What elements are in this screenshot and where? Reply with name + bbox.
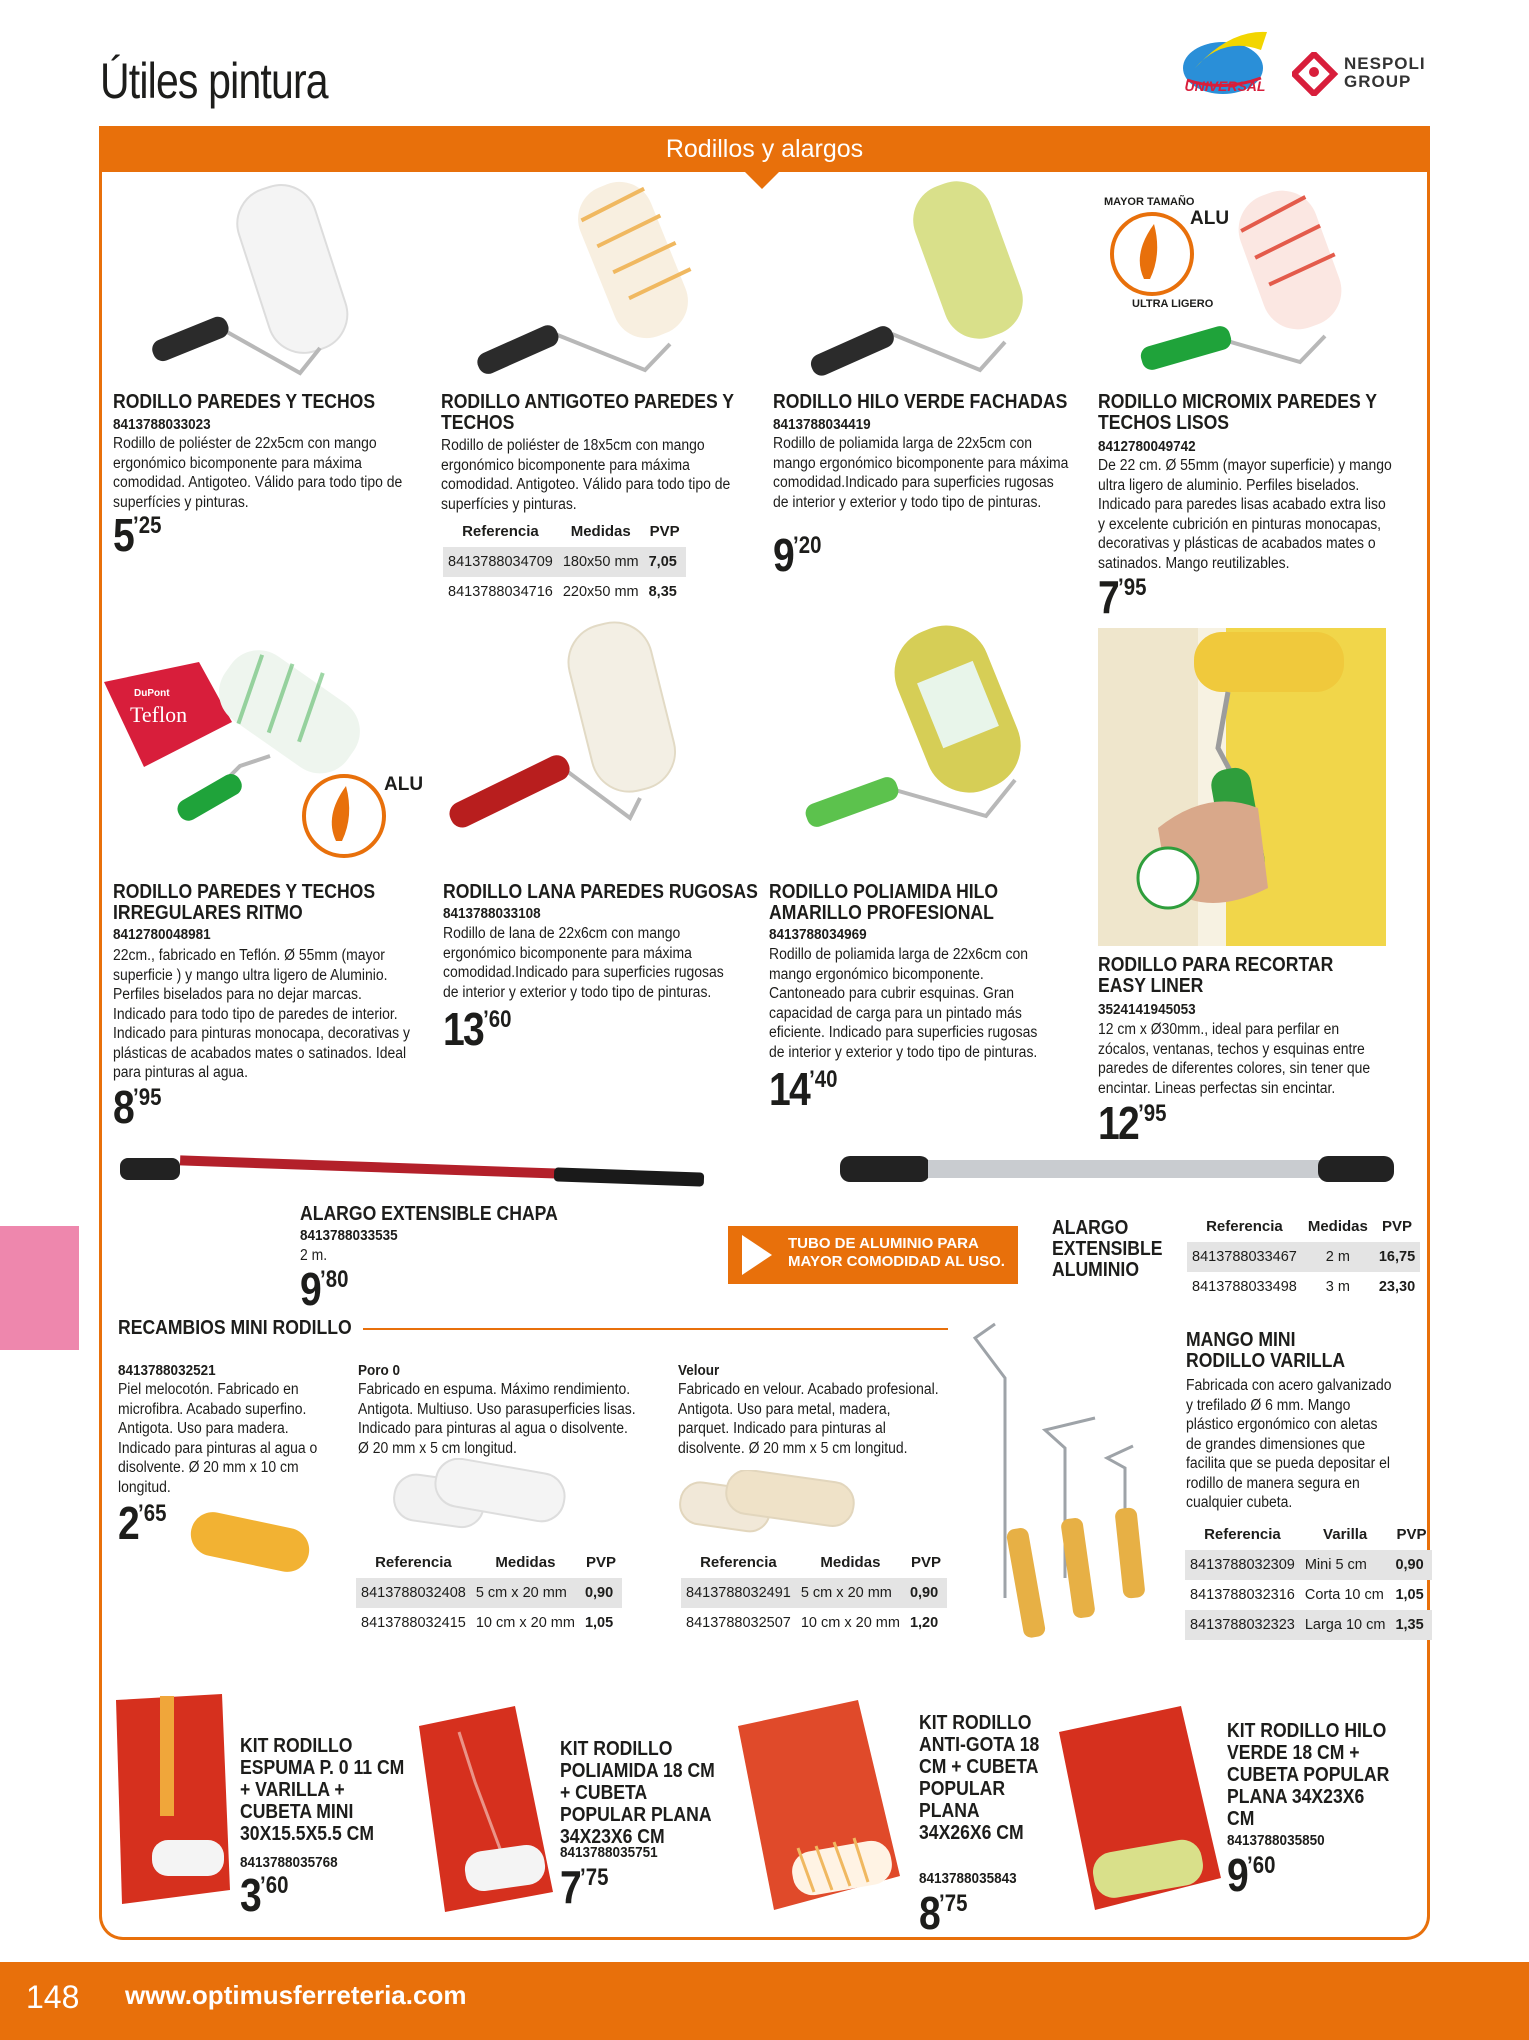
poro-title: Poro 0 bbox=[358, 1362, 401, 1379]
table-row bbox=[443, 547, 686, 577]
product-1-price-int: 5 bbox=[113, 509, 134, 561]
table-cell: 8413788032415 bbox=[361, 1615, 466, 1631]
table-cell: 8413788033498 bbox=[1192, 1279, 1297, 1295]
section-band: Rodillos y alargos bbox=[99, 126, 1430, 172]
product-3-price-dec: ’20 bbox=[793, 532, 822, 559]
table-cell: 1,05 bbox=[584, 1615, 614, 1631]
kit-4-price bbox=[1227, 1849, 1276, 1901]
kit-3-image bbox=[734, 1696, 904, 1912]
product-1-price-dec: ’25 bbox=[133, 512, 162, 539]
table-cell: 5 cm x 20 mm bbox=[471, 1578, 580, 1608]
kit-1-price-dec: ’60 bbox=[260, 1872, 289, 1899]
table-header: Referencia bbox=[375, 1554, 452, 1571]
mini-roller-yellow-image bbox=[186, 1500, 316, 1580]
roller-amarillo-image bbox=[800, 620, 1080, 848]
alargo-chapa-price-dec: ’80 bbox=[320, 1266, 349, 1293]
product-8-price-int: 12 bbox=[1098, 1097, 1139, 1149]
piel-ref: 8413788032521 bbox=[118, 1362, 216, 1379]
table-cell: 8413788032316 bbox=[1190, 1587, 1295, 1603]
velour-title: Velour bbox=[678, 1362, 720, 1379]
product-5-price-int: 8 bbox=[113, 1081, 134, 1133]
product-3-desc: Rodillo de poliamida larga de 22x5cm con mango ergonómico bicomponente para máxima comodidad.Indicado para superficies rugosas de interior y exterior y todo tipo de pinturas. bbox=[773, 435, 1069, 511]
product-7-price-dec: ’40 bbox=[809, 1066, 838, 1093]
mango-table bbox=[1185, 1522, 1432, 1640]
teflon-brand: DuPont bbox=[134, 688, 170, 699]
product-8-ref: 3524141945053 bbox=[1098, 1001, 1196, 1018]
table-cell: 3 m bbox=[1325, 1279, 1350, 1295]
table-cell: Mini 5 cm bbox=[1300, 1550, 1391, 1580]
table-header: PVP bbox=[649, 523, 680, 540]
poro-table bbox=[356, 1550, 622, 1638]
table-cell: 7,05 bbox=[644, 547, 686, 577]
table-cell: 1,35 bbox=[1390, 1610, 1432, 1640]
mango-title: MANGO MINI RODILLO VARILLA bbox=[1186, 1329, 1346, 1372]
play-icon bbox=[742, 1235, 772, 1275]
kit-4-price-dec: ’60 bbox=[1247, 1852, 1276, 1879]
alargo-chapa-price-int: 9 bbox=[300, 1263, 321, 1315]
table-header: Referencia bbox=[1206, 1218, 1283, 1235]
universal-logo bbox=[1175, 28, 1275, 100]
roller-lana-image bbox=[440, 618, 730, 848]
table-header: PVP bbox=[910, 1554, 941, 1571]
kit-2-price-dec: ’75 bbox=[580, 1864, 609, 1891]
velour-table bbox=[681, 1550, 947, 1638]
kit-2-title: KIT RODILLO POLIAMIDA 18 CM + CUBETA POPULAR PLANA 34X23X6 CM bbox=[560, 1738, 715, 1848]
table-cell: 8,35 bbox=[648, 584, 677, 600]
nespoli-logo-line2: GROUP bbox=[1344, 72, 1412, 91]
product-2-title: RODILLO ANTIGOTEO PAREDES Y TECHOS bbox=[441, 391, 734, 434]
roller-green-image bbox=[800, 174, 1070, 388]
product-6-price-int: 13 bbox=[443, 1003, 484, 1055]
alargo-chapa-image bbox=[114, 1140, 774, 1200]
alargo-aluminio-table bbox=[1187, 1214, 1420, 1302]
product-1-desc: Rodillo de poliéster de 22x5cm con mango ergonómico bicomponente para máxima comodidad. Antigoteo. Válido para todo tipo de superfícies y pinturas. bbox=[113, 435, 403, 511]
product-3-price-int: 9 bbox=[773, 529, 794, 581]
piel-price-int: 2 bbox=[118, 1497, 139, 1549]
kit-2-ref: 8413788035751 bbox=[560, 1844, 658, 1861]
table-cell: 180x50 mm bbox=[558, 547, 644, 577]
velour-desc: Fabricado en velour. Acabado profesional. Antigota. Uso para metal, madera, parquet. Indicado para pinturas al disolvente. Ø 20 mm x 5 cm longitud. bbox=[678, 1381, 939, 1457]
product-8-title: RODILLO PARA RECORTAR EASY LINER bbox=[1098, 954, 1334, 997]
table-header: Medidas bbox=[570, 523, 631, 540]
aluminio-callout bbox=[728, 1226, 1018, 1284]
product-5-price bbox=[113, 1081, 162, 1133]
table-row bbox=[681, 1608, 947, 1638]
product-7-title: RODILLO POLIAMIDA HILO AMARILLO PROFESIONAL bbox=[769, 881, 999, 924]
product-8-price bbox=[1098, 1097, 1167, 1149]
product-2-table bbox=[443, 519, 686, 607]
universal-logo-text: UNIVERSAL bbox=[1184, 78, 1266, 94]
nespoli-logo bbox=[1292, 52, 1426, 96]
product-5-price-dec: ’95 bbox=[133, 1084, 162, 1111]
product-2-desc: Rodillo de poliéster de 18x5cm con mango ergonómico bicomponente para máxima comodidad. Antigoteo. Válido para todo tipo de superfícies y pinturas. bbox=[441, 437, 731, 513]
mango-desc: Fabricada con acero galvanizado y trefilado Ø 6 mm. Mango plástico ergonómico con aletas de grandes dimensiones que facilita que se pueda depositar el rodillo de manera segura en cualquier cubeta. bbox=[1186, 1377, 1392, 1511]
product-6-price-dec: ’60 bbox=[483, 1006, 512, 1033]
product-7-desc: Rodillo de poliamida larga de 22x6cm con mango ergonómico bicomponente. Cantoneado para cubrir esquinas. Gran capacidad de carga para un pintado más eficiente. Indicado para superficies rugosas de interior y exterior y todo tipo de pinturas. bbox=[769, 946, 1038, 1061]
table-header: Medidas bbox=[495, 1554, 556, 1571]
footer-link[interactable]: www.optimusferreteria.com bbox=[125, 1980, 467, 2010]
product-7-ref: 8413788034969 bbox=[769, 926, 867, 943]
product-1-ref: 8413788033023 bbox=[113, 416, 211, 433]
alargo-chapa-price bbox=[300, 1263, 349, 1315]
kit-4-price-int: 9 bbox=[1227, 1849, 1248, 1901]
kit-1-price-int: 3 bbox=[240, 1869, 261, 1921]
badge-alu: ALU bbox=[1190, 208, 1230, 229]
alargo-chapa-ref: 8413788033535 bbox=[300, 1227, 398, 1244]
mini-roller-white-image bbox=[390, 1458, 590, 1548]
table-header: Varilla bbox=[1323, 1526, 1368, 1543]
table-header: PVP bbox=[1396, 1526, 1427, 1543]
kit-3-title: KIT RODILLO ANTI-GOTA 18 CM + CUBETA POPULAR PLANA 34X26X6 CM bbox=[919, 1712, 1040, 1844]
table-cell: 2 m bbox=[1302, 1242, 1374, 1272]
kit-4-title: KIT RODILLO HILO VERDE 18 CM + CUBETA POPULAR PLANA 34X23X6 CM bbox=[1227, 1720, 1390, 1830]
kit-3-price bbox=[919, 1887, 968, 1939]
piel-desc: Piel melocotón. Fabricado en microfibra. Acabado superfino. Antigota. Uso para madera. Indicado para pinturas al agua o disolvente. Ø 20 mm x 10 cm longitud. bbox=[118, 1381, 318, 1496]
product-4-price bbox=[1098, 571, 1147, 623]
badge-mayor-tamano: MAYOR TAMAÑO bbox=[1104, 196, 1195, 208]
alargo-aluminio-image bbox=[838, 1148, 1398, 1192]
table-row bbox=[1185, 1550, 1432, 1580]
recambios-rule bbox=[363, 1328, 948, 1330]
product-4-price-dec: ’95 bbox=[1118, 574, 1147, 601]
table-cell: 220x50 mm bbox=[562, 584, 639, 600]
product-7-price bbox=[769, 1063, 838, 1115]
table-cell: Larga 10 cm bbox=[1300, 1610, 1391, 1640]
product-6-price bbox=[443, 1003, 512, 1055]
table-header: Referencia bbox=[1204, 1526, 1281, 1543]
product-4-desc: De 22 cm. Ø 55mm (mayor superficie) y mango ultra ligero de aluminio. Perfiles biselados. Indicado para paredes lisas acabado extra liso y excelente cubrición en pinturas monocapas, decorativas y plásticas de acabados mates o satinados. Mango reutilizables. bbox=[1098, 457, 1392, 572]
product-7-price-int: 14 bbox=[769, 1063, 810, 1115]
roller-micromix-image bbox=[1130, 186, 1390, 386]
callout-text: TUBO DE ALUMINIO PARA MAYOR COMODIDAD AL USO. bbox=[788, 1235, 1005, 1270]
kit-2-image bbox=[415, 1702, 555, 1912]
product-4-title: RODILLO MICROMIX PAREDES Y TECHOS LISOS bbox=[1098, 391, 1377, 434]
section-band-arrow bbox=[744, 171, 780, 189]
product-1-price bbox=[113, 509, 162, 561]
badge-ultra-ligero: ULTRA LIGERO bbox=[1132, 298, 1214, 310]
product-6-ref: 8413788033108 bbox=[443, 905, 541, 922]
table-row bbox=[1185, 1610, 1432, 1640]
product-3-ref: 8413788034419 bbox=[773, 416, 871, 433]
product-3-price bbox=[773, 529, 822, 581]
kit-1-image bbox=[112, 1690, 232, 1910]
product-8-desc: 12 cm x Ø30mm., ideal para perfilar en zócalos, ventanas, techos y esquinas entre paredes de diferentes colores, sin tener que encintar. Lineas perfectas sin encintar. bbox=[1098, 1021, 1371, 1097]
mayor-tamano-badge-2 bbox=[284, 756, 434, 876]
recambios-heading: RECAMBIOS MINI RODILLO bbox=[118, 1317, 352, 1339]
table-cell: 10 cm x 20 mm bbox=[475, 1615, 575, 1631]
table-header: Referencia bbox=[700, 1554, 777, 1571]
table-cell: Corta 10 cm bbox=[1304, 1587, 1384, 1603]
product-3-title: RODILLO HILO VERDE FACHADAS bbox=[773, 391, 1068, 413]
product-4-price-int: 7 bbox=[1098, 571, 1119, 623]
table-cell: 8413788032309 bbox=[1185, 1550, 1300, 1580]
table-cell: 23,30 bbox=[1378, 1279, 1416, 1295]
kit-3-price-dec: ’75 bbox=[939, 1890, 968, 1917]
kit-1-price bbox=[240, 1869, 289, 1921]
alargo-aluminio-title: ALARGO EXTENSIBLE ALUMINIO bbox=[1052, 1217, 1163, 1281]
piel-price-dec: ’65 bbox=[138, 1500, 167, 1527]
product-5-title: RODILLO PAREDES Y TECHOS IRREGULARES RITMO bbox=[113, 881, 376, 924]
table-cell: 0,90 bbox=[905, 1578, 947, 1608]
table-row bbox=[1187, 1242, 1420, 1272]
table-cell: 16,75 bbox=[1374, 1242, 1420, 1272]
badge-alu-2: ALU bbox=[384, 774, 424, 795]
product-1-title: RODILLO PAREDES Y TECHOS bbox=[113, 391, 376, 413]
roller-antigoteo-image bbox=[465, 174, 735, 388]
table-cell: 1,05 bbox=[1395, 1587, 1424, 1603]
product-5-desc: 22cm., fabricado en Teflón. Ø 55mm (mayor superficie ) y mango ultra ligero de Aluminio. Perfiles biselados para no dejar marcas. Indicado para todo tipo de paredes de interior. Indicado para pinturas monocapa, decorativas y plásticas de acabados mates o satinados. Ideal para pinturas al agua. bbox=[113, 947, 411, 1081]
table-cell: 0,90 bbox=[1390, 1550, 1432, 1580]
kit-1-ref: 8413788035768 bbox=[240, 1854, 338, 1871]
poro-desc: Fabricado en espuma. Máximo rendimiento. Antigota. Multiuso. Uso parasuperficies lisas. Indicado para pinturas al agua o disolvente. Ø 20 mm x 5 cm longitud. bbox=[358, 1381, 636, 1457]
table-cell: 5 cm x 20 mm bbox=[796, 1578, 905, 1608]
table-cell: 8413788032323 bbox=[1185, 1610, 1300, 1640]
product-8-price-dec: ’95 bbox=[1138, 1100, 1167, 1127]
table-row bbox=[443, 577, 686, 607]
table-row bbox=[1187, 1272, 1420, 1302]
table-cell: 8413788032507 bbox=[686, 1615, 791, 1631]
mini-roller-velour-image bbox=[676, 1470, 876, 1550]
table-header: Medidas bbox=[1307, 1218, 1368, 1235]
table-cell: 8413788032408 bbox=[356, 1578, 471, 1608]
table-row bbox=[356, 1578, 622, 1608]
alargo-chapa-desc: 2 m. bbox=[300, 1247, 328, 1264]
product-6-desc: Rodillo de lana de 22x6cm con mango ergonómico bicomponente para máxima comodidad.Indicado para superficies rugosas de interior y exterior y todo tipo de pinturas. bbox=[443, 925, 724, 1001]
table-cell: 10 cm x 20 mm bbox=[800, 1615, 900, 1631]
teflon-name: Teflon bbox=[130, 702, 188, 727]
table-cell: 0,90 bbox=[580, 1578, 622, 1608]
kit-4-image bbox=[1055, 1702, 1225, 1912]
table-header: PVP bbox=[585, 1554, 616, 1571]
table-row bbox=[681, 1578, 947, 1608]
section-side-tab bbox=[0, 1226, 79, 1350]
table-row bbox=[356, 1608, 622, 1638]
kit-4-ref: 8413788035850 bbox=[1227, 1832, 1325, 1849]
roller-white-image bbox=[140, 178, 400, 388]
table-cell: 1,20 bbox=[909, 1615, 939, 1631]
page-number: 148 bbox=[26, 1979, 80, 2015]
product-6-title: RODILLO LANA PAREDES RUGOSAS bbox=[443, 881, 758, 903]
table-header: Medidas bbox=[820, 1554, 881, 1571]
table-header: PVP bbox=[1382, 1218, 1413, 1235]
table-cell: 8413788034709 bbox=[443, 547, 558, 577]
page-title: Útiles pintura bbox=[100, 53, 328, 109]
table-header: Referencia bbox=[462, 523, 539, 540]
nespoli-logo-line1: NESPOLI bbox=[1344, 54, 1426, 73]
easy-liner-photo bbox=[1098, 628, 1386, 946]
table-cell: 8413788033467 bbox=[1187, 1242, 1302, 1272]
kit-1-title: KIT RODILLO ESPUMA P. 0 11 CM + VARILLA + CUBETA MINI 30X15.5X5.5 CM bbox=[240, 1735, 405, 1845]
table-cell: 8413788032491 bbox=[681, 1578, 796, 1608]
table-row bbox=[1185, 1580, 1432, 1610]
product-4-ref: 8412780049742 bbox=[1098, 438, 1196, 455]
piel-price bbox=[118, 1497, 167, 1549]
mango-varilla-image bbox=[935, 1318, 1165, 1648]
kit-3-price-int: 8 bbox=[919, 1887, 940, 1939]
kit-2-price bbox=[560, 1861, 609, 1913]
table-cell: 8413788034716 bbox=[448, 584, 553, 600]
alargo-chapa-title: ALARGO EXTENSIBLE CHAPA bbox=[300, 1203, 558, 1225]
kit-3-ref: 8413788035843 bbox=[919, 1870, 1017, 1887]
kit-2-price-int: 7 bbox=[560, 1861, 581, 1913]
product-5-ref: 8412780048981 bbox=[113, 926, 211, 943]
